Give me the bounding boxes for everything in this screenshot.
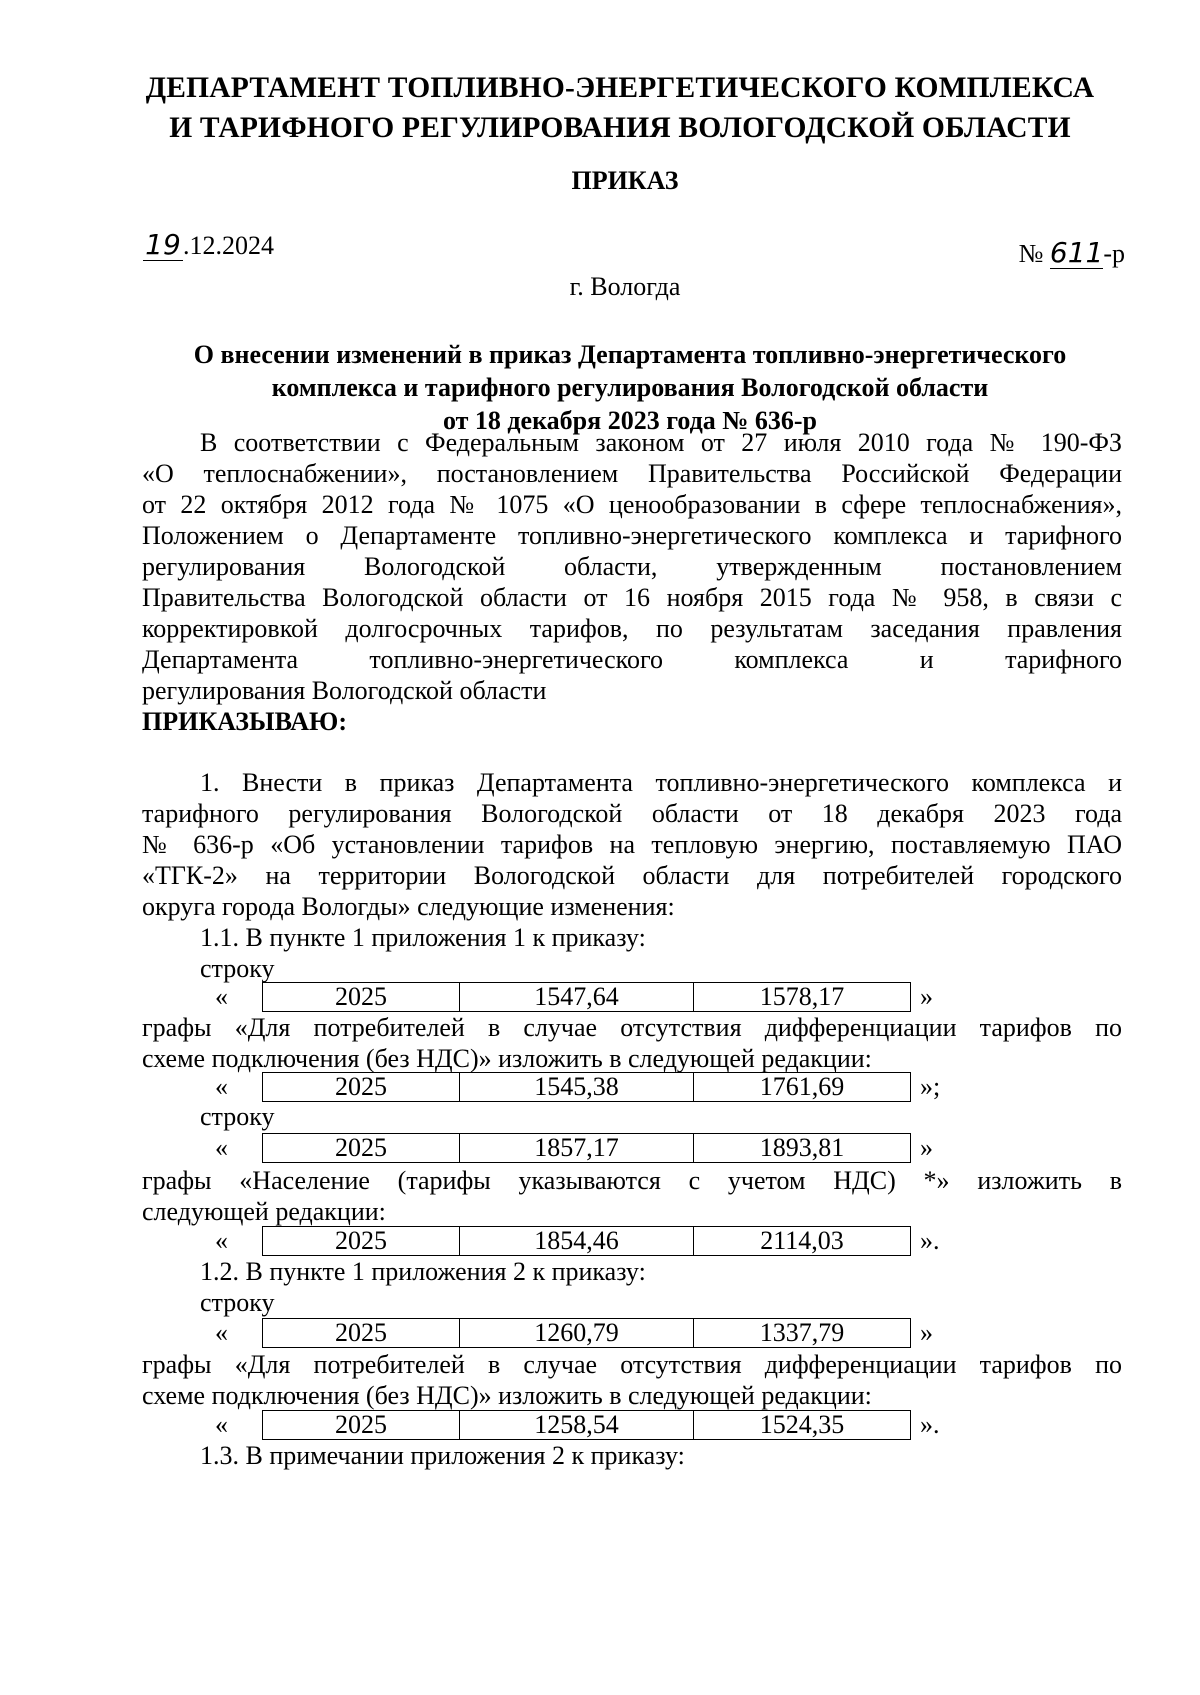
subject-line-1: О внесении изменений в приказ Департамента топливно-энергетического bbox=[193, 340, 1067, 369]
tariff-cell: 1761,69 bbox=[759, 1072, 845, 1101]
quote-open: « bbox=[215, 1410, 228, 1439]
tariff-cell: 1524,35 bbox=[759, 1410, 845, 1439]
quote-close: ». bbox=[920, 1410, 940, 1439]
city: г. Вологда bbox=[569, 272, 681, 301]
quote-close: » bbox=[920, 982, 933, 1011]
quote-open: « bbox=[215, 1318, 228, 1347]
quote-close: » bbox=[920, 1318, 933, 1347]
item1-1-heading: 1.1. В пункте 1 приложения 1 к приказу: bbox=[200, 923, 646, 952]
number-suffix: -р bbox=[1103, 239, 1125, 268]
quote-close: »; bbox=[920, 1072, 941, 1101]
line-word: строку bbox=[200, 1288, 275, 1317]
subject-line-2: комплекса и тарифного регулирования Вологодской области bbox=[271, 373, 989, 402]
header-line-2: И ТАРИФНОГО РЕГУЛИРОВАНИЯ ВОЛОГОДСКОЙ ОБЛАСТИ bbox=[169, 112, 1071, 144]
graph-text: схеме подключения (без НДС)» изложить в следующей редакции: bbox=[142, 1381, 872, 1410]
header-line-1: ДЕПАРТАМЕНТ ТОПЛИВНО-ЭНЕРГЕТИЧЕСКОГО КОМПЛЕКСА bbox=[145, 72, 1095, 104]
year-cell: 2025 bbox=[263, 1227, 460, 1255]
tariff-cell: 1854,46 bbox=[460, 1227, 694, 1255]
item1-line: тарифного регулирования Вологодской области от 18 декабря 2023 года bbox=[142, 799, 1122, 828]
tariff-cell: 1337,79 bbox=[759, 1318, 845, 1347]
quote-open: « bbox=[215, 982, 228, 1011]
preamble-line: регулирования Вологодской области bbox=[142, 676, 547, 705]
year-cell: 2025 bbox=[263, 1073, 460, 1101]
quote-open: « bbox=[215, 1072, 228, 1101]
line-word: строку bbox=[200, 954, 275, 983]
document-date bbox=[143, 230, 274, 261]
tariff-table bbox=[262, 1318, 911, 1348]
item1-line: 1. Внести в приказ Департамента топливно-энергетического комплекса и bbox=[200, 768, 1122, 797]
tariff-table bbox=[262, 1410, 911, 1440]
graph-text: схеме подключения (без НДС)» изложить в следующей редакции: bbox=[142, 1044, 872, 1073]
department-header bbox=[130, 68, 1110, 148]
tariff-cell: 1857,17 bbox=[460, 1134, 694, 1162]
year-cell: 2025 bbox=[263, 1134, 460, 1162]
item1-line: округа города Вологды» следующие изменения: bbox=[142, 892, 675, 921]
line-word: строку bbox=[200, 1102, 275, 1131]
preamble-line: В соответствии с Федеральным законом от 27 июля 2010 года № 190-ФЗ bbox=[200, 428, 1122, 457]
preamble-line: Департамента топливно-энергетического комплекса и тарифного bbox=[142, 645, 1122, 674]
preamble-line: от 22 октября 2012 года № 1075 «О ценообразовании в сфере теплоснабжения», bbox=[142, 490, 1122, 519]
item1-3-heading: 1.3. В примечании приложения 2 к приказу: bbox=[200, 1441, 685, 1470]
tariff-cell: 1547,64 bbox=[460, 983, 694, 1011]
graph-text: графы «Для потребителей в случае отсутствия дифференциации тарифов по bbox=[142, 1350, 1122, 1379]
quote-close: ». bbox=[920, 1226, 940, 1255]
tariff-table bbox=[262, 982, 911, 1012]
item1-2-heading: 1.2. В пункте 1 приложения 2 к приказу: bbox=[200, 1257, 646, 1286]
graph-text: графы «Население (тарифы указываются с учетом НДС) *» изложить в bbox=[142, 1166, 1122, 1195]
preamble-line: «О теплоснабжении», постановлением Правительства Российской Федерации bbox=[142, 459, 1122, 488]
tariff-cell: 1893,81 bbox=[759, 1133, 845, 1162]
graph-text: графы «Для потребителей в случае отсутствия дифференциации тарифов по bbox=[142, 1013, 1122, 1042]
document-number bbox=[1019, 238, 1125, 269]
tariff-cell: 1258,54 bbox=[460, 1411, 694, 1439]
date-day-handwritten: 19 bbox=[143, 230, 183, 261]
preamble-line: Положением о Департаменте топливно-энергетического комплекса и тарифного bbox=[142, 521, 1122, 550]
year-cell: 2025 bbox=[263, 1411, 460, 1439]
document-subject bbox=[140, 338, 1120, 437]
item1-line: «ТГК-2» на территории Вологодской области для потребителей городского bbox=[142, 861, 1122, 890]
tariff-cell: 1260,79 bbox=[460, 1319, 694, 1347]
quote-open: « bbox=[215, 1133, 228, 1162]
order-word: ПРИКАЗЫВАЮ: bbox=[142, 707, 347, 736]
tariff-table bbox=[262, 1133, 911, 1163]
tariff-cell: 1578,17 bbox=[759, 982, 845, 1011]
date-rest: .12.2024 bbox=[183, 231, 274, 260]
quote-open: « bbox=[215, 1226, 228, 1255]
number-prefix: № bbox=[1018, 239, 1044, 268]
subject-line-3: от 18 декабря 2023 года № 636-р bbox=[442, 406, 818, 435]
preamble-line: регулирования Вологодской области, утвержденным постановлением bbox=[142, 552, 1122, 581]
preamble-line: Правительства Вологодской области от 16 ноября 2015 года № 958, в связи с bbox=[142, 583, 1122, 612]
document-type: ПРИКАЗ bbox=[571, 166, 679, 195]
item1-line: № 636-р «Об установлении тарифов на тепловую энергию, поставляемую ПАО bbox=[142, 830, 1122, 859]
number-handwritten: 611 bbox=[1049, 236, 1104, 269]
quote-close: » bbox=[920, 1133, 933, 1162]
year-cell: 2025 bbox=[263, 1319, 460, 1347]
tariff-table bbox=[262, 1072, 911, 1102]
tariff-cell: 2114,03 bbox=[760, 1226, 844, 1255]
graph-text: следующей редакции: bbox=[142, 1197, 386, 1226]
year-cell: 2025 bbox=[263, 983, 460, 1011]
tariff-cell: 1545,38 bbox=[460, 1073, 694, 1101]
preamble-line: корректировкой долгосрочных тарифов, по результатам заседания правления bbox=[142, 614, 1122, 643]
tariff-table bbox=[262, 1226, 911, 1256]
